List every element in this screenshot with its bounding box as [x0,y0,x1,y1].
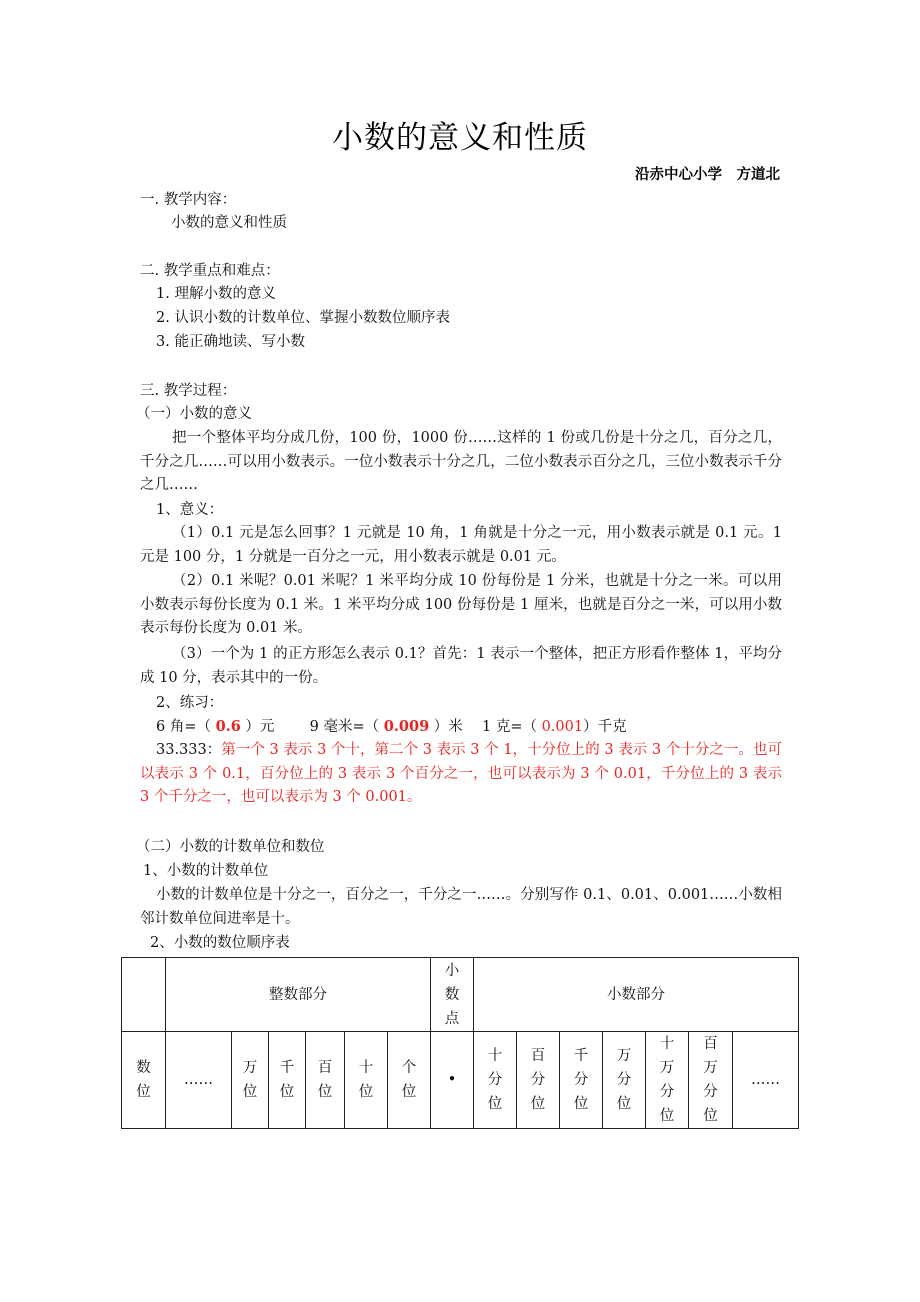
place-value-table [121,957,799,1129]
meaning-item-3: （3）一个为 1 的正方形怎么表示 0.1？首先：1 表示一个整体，把正方形看作整体 1，平均分成 10 分，表示其中的一份。 [140,646,782,686]
unit-text: 小数的计数单位是十分之一，百分之一，千分之一……。分别写作 0.1、0.01、0.001……小数相邻计数单位间进率是十。 [140,887,782,927]
q3-answer: 0.001 [541,719,584,735]
integer-place-bai: 百 位 [306,1032,345,1129]
example-explanation: 第一个 3 表示 3 个十，第二个 3 表示 3 个 1，十分位上的 3 表示 3 个十分之一。也可以表示 3 个 0.1，百分位上的 3 表示 3 个百分之一，也可以表示为 3 个 0.01，千分位上的 3 表示 3 个千分之一，也可以表示为 3 个 0.001。 [140,742,782,806]
example-number: 33.333： [156,742,222,758]
document-title: 小数的意义和性质 [332,120,588,156]
part2-heading: （二）小数的计数单位和数位 [136,839,325,855]
meaning-item-1: （1）0.1 元是怎么回事？1 元就是 10 角，1 角就是十分之一元，用小数表示就是 0.1 元。1 元是 100 分，1 分就是一百分之一元，用小数表示就是 0.01 元。 [140,525,782,565]
integer-place-ellipsis: …… [166,1032,232,1129]
meaning-item-2: （2）0.1 米呢？0.01 米呢？1 米平均分成 10 份每份是 1 分米，也就是十分之一米。可以用小数表示每份长度为 0.1 米。1 米平均分成 100 份每份是 1 厘米，也就是百分之一米，可以用小数表示每份长度为 0.01 米。 [140,573,782,637]
part1-intro: 把一个整体平均分成几份，100 份，1000 份……这样的 1 份或几份是十分之几，百分之几，千分之几……可以用小数表示。一位小数表示十分之几，二位小数表示百分之几，三位小数表示千分之几…… [140,430,782,494]
table-heading: 2、小数的数位顺序表 [150,935,290,951]
table-header-row [122,958,799,1032]
integer-place-shi: 十 位 [345,1032,388,1129]
practice-heading: 2、练习： [156,695,224,711]
section2-item-2: 2. 认识小数的计数单位、掌握小数数位顺序表 [156,310,450,326]
decimal-place-ten-thousandths: 万 分 位 [603,1032,646,1129]
author-line: 沿赤中心小学 方道北 [635,167,780,183]
q1-prefix: 6 角=（ [156,719,216,735]
integer-place-qian: 千 位 [269,1032,306,1129]
q2-answer: 0.009 [383,718,430,735]
q3-suffix: ）千克 [583,719,627,735]
integer-place-ge: 个 位 [388,1032,431,1129]
practice-questions [156,715,627,739]
section2-item-1: 1. 理解小数的意义 [156,286,276,302]
table-places-row [122,1032,799,1129]
unit-heading: 1、小数的计数单位 [143,863,269,879]
integer-part-header: 整数部分 [166,958,431,1032]
meaning-heading: 1、意义： [156,502,224,518]
decimal-place-millionths: 百 万 分 位 [689,1032,733,1129]
decimal-part-header: 小数部分 [474,958,799,1032]
section2-heading: 二. 教学重点和难点： [140,263,280,279]
decimal-point-header: 小 数 点 [431,958,474,1032]
row-label-cell: 数 位 [122,1032,166,1129]
part1-heading: （一）小数的意义 [136,406,252,422]
q1-answer: 0.6 [215,718,241,735]
empty-corner-cell [122,958,166,1032]
q2-prefix: 9 毫米=（ [309,719,384,735]
section2-item-3: 3. 能正确地读、写小数 [156,334,305,350]
section1-content: 小数的意义和性质 [171,215,287,231]
q2-suffix: ）米 [429,719,463,735]
example-explanation-block [140,739,782,810]
decimal-place-tenths: 十 分 位 [474,1032,517,1129]
integer-place-wan: 万 位 [232,1032,269,1129]
q3-prefix: 1 克=（ [481,719,542,735]
section1-heading: 一. 教学内容： [140,192,237,208]
decimal-place-thousandths: 千 分 位 [560,1032,603,1129]
decimal-place-ellipsis: …… [733,1032,799,1129]
decimal-place-hundred-thousandths: 十 万 分 位 [646,1032,689,1129]
decimal-place-hundredths: 百 分 位 [517,1032,560,1129]
q1-suffix: ）元 [240,719,275,735]
section3-heading: 三. 教学过程： [140,383,237,399]
decimal-point-cell: • [431,1032,474,1129]
